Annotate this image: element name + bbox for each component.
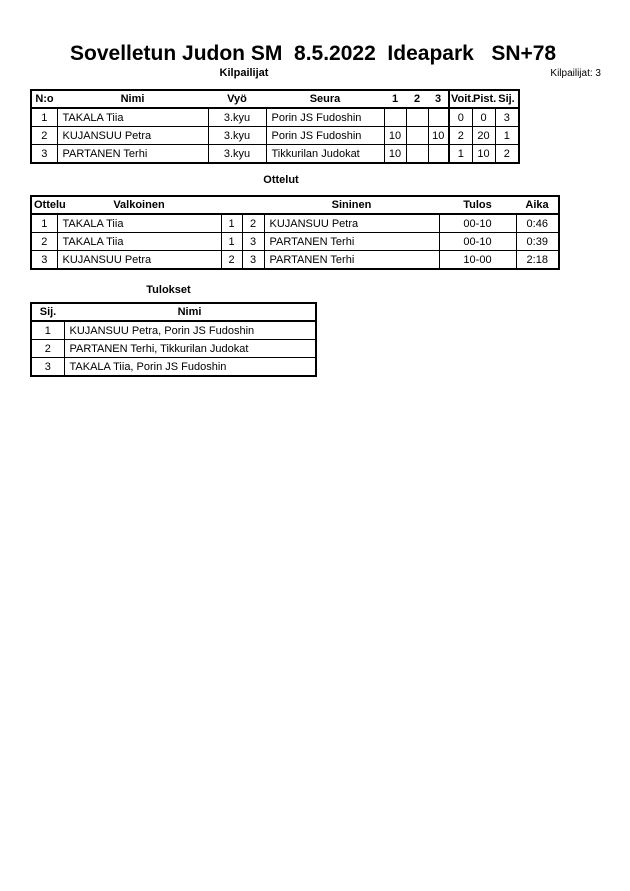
cell-tulos: 00-10 [439,214,516,233]
col-header-pist: Pist. [472,90,495,108]
cell-blue-name: KUJANSUU Petra [264,214,439,233]
cell-no: 2 [31,127,57,145]
cell-sij: 1 [31,321,64,340]
cell-white-name: KUJANSUU Petra [57,251,221,270]
cell-pist: 20 [472,127,495,145]
cell-seura: Tikkurilan Judokat [266,145,384,164]
col-header-match3: 3 [428,90,449,108]
table-row [31,321,316,340]
col-header-ottelu: Ottelu [31,196,57,214]
header-row [31,90,519,108]
col-header-blue-no [242,196,264,214]
cell-match3 [428,108,449,127]
cell-match2 [406,145,428,164]
col-header-valkoinen: Valkoinen [57,196,221,214]
cell-no: 3 [31,145,57,164]
col-header-aika: Aika [516,196,559,214]
cell-blue-no: 2 [242,214,264,233]
cell-match-no: 3 [31,251,57,270]
header-row [31,303,316,321]
cell-blue-no: 3 [242,251,264,270]
cell-aika: 2:18 [516,251,559,270]
cell-nimi: PARTANEN Terhi, Tikkurilan Judokat [64,340,316,358]
col-header-match1: 1 [384,90,406,108]
kilpailijat-table [30,89,520,164]
cell-tulos: 10-00 [439,251,516,270]
col-header-white-no [221,196,242,214]
cell-tulos: 00-10 [439,233,516,251]
cell-no: 1 [31,108,57,127]
cell-white-name: TAKALA Tiia [57,233,221,251]
cell-match2 [406,127,428,145]
col-header-vyo: Vyö [208,90,266,108]
cell-seura: Porin JS Fudoshin [266,127,384,145]
header-row [31,196,559,214]
cell-sij: 2 [495,145,519,164]
col-header-seura: Seura [266,90,384,108]
col-header-tulos: Tulos [439,196,516,214]
cell-match3: 10 [428,127,449,145]
cell-blue-no: 3 [242,233,264,251]
col-header-sij: Sij. [495,90,519,108]
cell-white-no: 1 [221,233,242,251]
section-title-kilpailijat: Kilpailijat [219,67,269,79]
cell-vyo: 3.kyu [208,127,266,145]
table-row [31,251,559,270]
cell-aika: 0:46 [516,214,559,233]
col-header-nimi: Nimi [57,90,208,108]
section-title-tulokset: Tulokset [146,284,191,296]
col-header-nimi: Nimi [64,303,316,321]
table-row [31,233,559,251]
table-row [31,145,519,164]
tulokset-table [30,302,317,377]
cell-match1: 10 [384,145,406,164]
competitors-count: Kilpailijat: 3 [550,68,601,79]
cell-voit: 2 [449,127,472,145]
table-row [31,127,519,145]
cell-seura: Porin JS Fudoshin [266,108,384,127]
col-header-match2: 2 [406,90,428,108]
cell-voit: 1 [449,145,472,164]
cell-pist: 10 [472,145,495,164]
col-header-voit: Voit. [449,90,472,108]
cell-match-no: 2 [31,233,57,251]
cell-voit: 0 [449,108,472,127]
cell-blue-name: PARTANEN Terhi [264,251,439,270]
cell-sij: 2 [31,340,64,358]
cell-match1 [384,108,406,127]
cell-match-no: 1 [31,214,57,233]
cell-white-no: 1 [221,214,242,233]
cell-pist: 0 [472,108,495,127]
cell-nimi: KUJANSUU Petra, Porin JS Fudoshin [64,321,316,340]
cell-nimi: TAKALA Tiia, Porin JS Fudoshin [64,358,316,377]
cell-sij: 1 [495,127,519,145]
cell-white-no: 2 [221,251,242,270]
table-row [31,340,316,358]
col-header-sij: Sij. [31,303,64,321]
ottelut-table [30,195,560,270]
cell-aika: 0:39 [516,233,559,251]
cell-blue-name: PARTANEN Terhi [264,233,439,251]
cell-match3 [428,145,449,164]
table-row [31,358,316,377]
page-title: Sovelletun Judon SM 8.5.2022 Ideapark SN+78 [70,42,557,65]
cell-nimi: KUJANSUU Petra [57,127,208,145]
col-header-sininen: Sininen [264,196,439,214]
cell-vyo: 3.kyu [208,145,266,164]
cell-match1: 10 [384,127,406,145]
cell-nimi: TAKALA Tiia [57,108,208,127]
section-title-ottelut: Ottelut [263,174,299,186]
col-header-no: N:o [31,90,57,108]
cell-nimi: PARTANEN Terhi [57,145,208,164]
cell-sij: 3 [495,108,519,127]
cell-match2 [406,108,428,127]
cell-sij: 3 [31,358,64,377]
table-row [31,108,519,127]
table-row [31,214,559,233]
cell-white-name: TAKALA Tiia [57,214,221,233]
cell-vyo: 3.kyu [208,108,266,127]
